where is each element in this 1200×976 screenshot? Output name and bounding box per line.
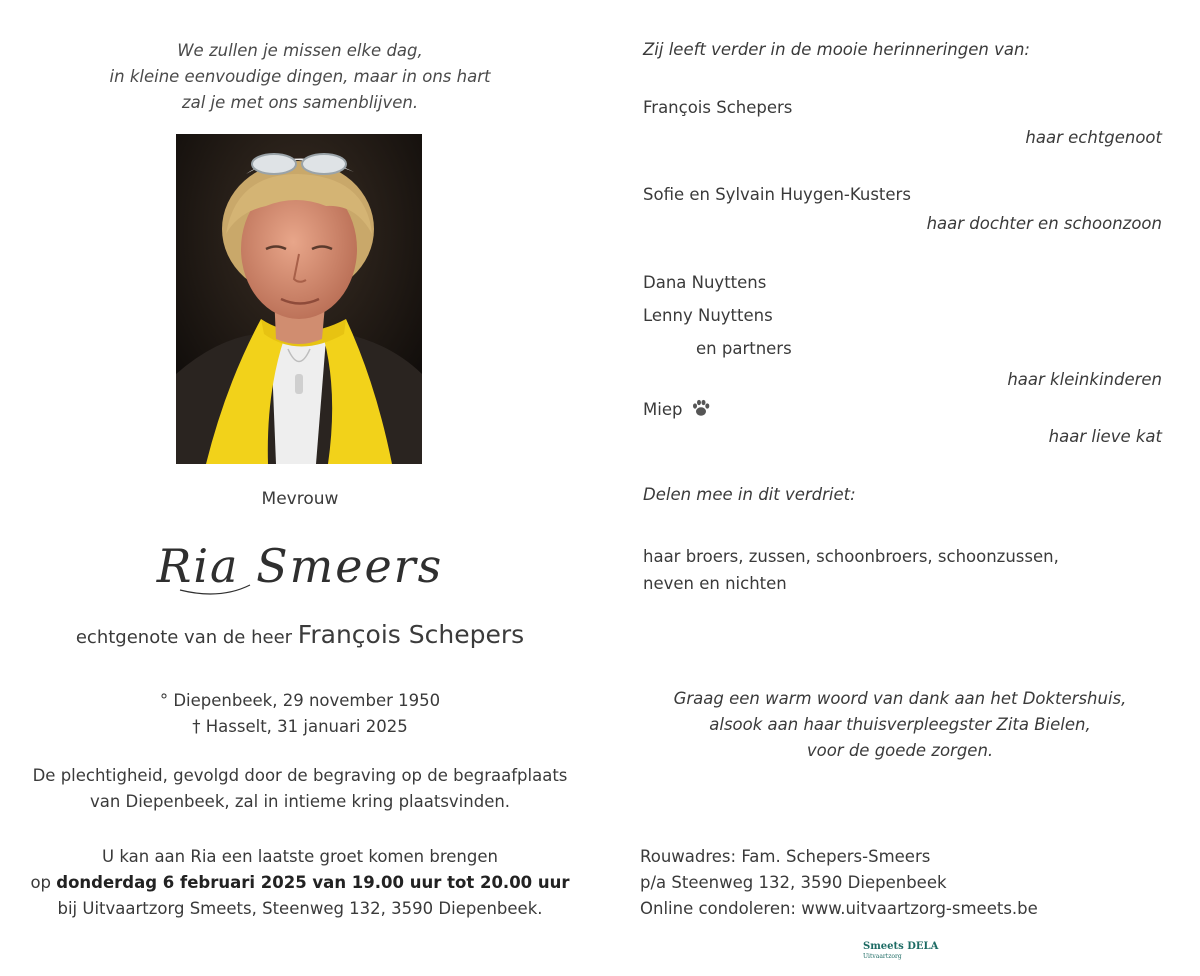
signature-text: Ria Smeers xyxy=(156,539,444,593)
cat-name: Miep xyxy=(643,400,683,419)
visit-datetime: donderdag 6 februari 2025 van 19.00 uur tot 20.00 uur xyxy=(56,873,570,892)
ceremony-line: De plechtigheid, gevolgd door de begraving op de begraafplaats xyxy=(32,766,568,785)
visit-text xyxy=(0,844,600,922)
life-dates xyxy=(0,688,600,740)
share-line: haar broers, zussen, schoonbroers, schoonzussen, xyxy=(643,547,1059,566)
visit-line: U kan aan Ria een laatste groet komen brengen xyxy=(102,847,498,866)
death-date: † Hasselt, 31 januari 2025 xyxy=(192,717,408,736)
ceremony-text xyxy=(0,763,600,815)
family-relation-cat: haar lieve kat xyxy=(1048,427,1162,446)
poem-line: in kleine eenvoudige dingen, maar in ons hart xyxy=(109,67,491,86)
logo-name: Smeets DELA xyxy=(863,941,939,952)
family-name-grandchild: Dana Nuyttens xyxy=(643,273,767,292)
thanks-line: voor de goede zorgen. xyxy=(806,741,994,760)
share-line: neven en nichten xyxy=(643,574,787,593)
thanks-text xyxy=(600,686,1200,764)
thanks-line: Graag een warm woord van dank aan het Doktershuis, xyxy=(673,689,1127,708)
visit-prefix: op xyxy=(30,873,52,892)
funeral-home-logo xyxy=(863,941,938,961)
family-name-grandchild: Lenny Nuyttens xyxy=(643,306,773,325)
poem xyxy=(0,38,600,116)
poem-line: zal je met ons samenblijven. xyxy=(181,93,419,112)
mourning-address xyxy=(640,844,1038,922)
address-line: Rouwadres: Fam. Schepers-Smeers xyxy=(640,847,931,866)
family-name-husband: François Schepers xyxy=(643,98,793,117)
share-list xyxy=(643,543,1163,597)
family-relation-grandchildren: haar kleinkinderen xyxy=(1007,370,1162,389)
family-relation-husband: haar echtgenoot xyxy=(1025,128,1162,147)
birth-date: ° Diepenbeek, 29 november 1950 xyxy=(159,691,441,710)
husband-name: François Schepers xyxy=(297,620,525,649)
husband-prefix: echtgenote van de heer xyxy=(75,627,293,648)
family-name-cat xyxy=(643,398,711,422)
thanks-line: alsook aan haar thuisverpleegster Zita Bielen, xyxy=(709,715,1091,734)
address-line: Online condoleren: www.uitvaartzorg-smeets.be xyxy=(640,899,1038,918)
visit-line: bij Uitvaartzorg Smeets, Steenweg 132, 3590 Diepenbeek. xyxy=(57,899,543,918)
family-name-daughter: Sofie en Sylvain Huygen-Kusters xyxy=(643,185,911,204)
share-intro: Delen mee in dit verdriet: xyxy=(643,485,856,504)
honorific: Mevrouw xyxy=(261,489,339,509)
address-line: p/a Steenweg 132, 3590 Diepenbeek xyxy=(640,873,947,892)
logo-subtitle: Uitvaartzorg xyxy=(863,953,902,960)
family-intro: Zij leeft verder in de mooie herinneringen van: xyxy=(643,40,1030,59)
poem-line: We zullen je missen elke dag, xyxy=(177,41,423,60)
paw-print-icon xyxy=(691,398,711,422)
husband-line xyxy=(0,620,600,649)
name-signature xyxy=(0,530,600,608)
family-relation-daughter: haar dochter en schoonzoon xyxy=(926,214,1162,233)
portrait-photo xyxy=(176,134,422,464)
ceremony-line: van Diepenbeek, zal in intieme kring plaatsvinden. xyxy=(89,792,511,811)
family-grandchild-partners: en partners xyxy=(696,339,792,358)
visit-line xyxy=(0,870,600,896)
